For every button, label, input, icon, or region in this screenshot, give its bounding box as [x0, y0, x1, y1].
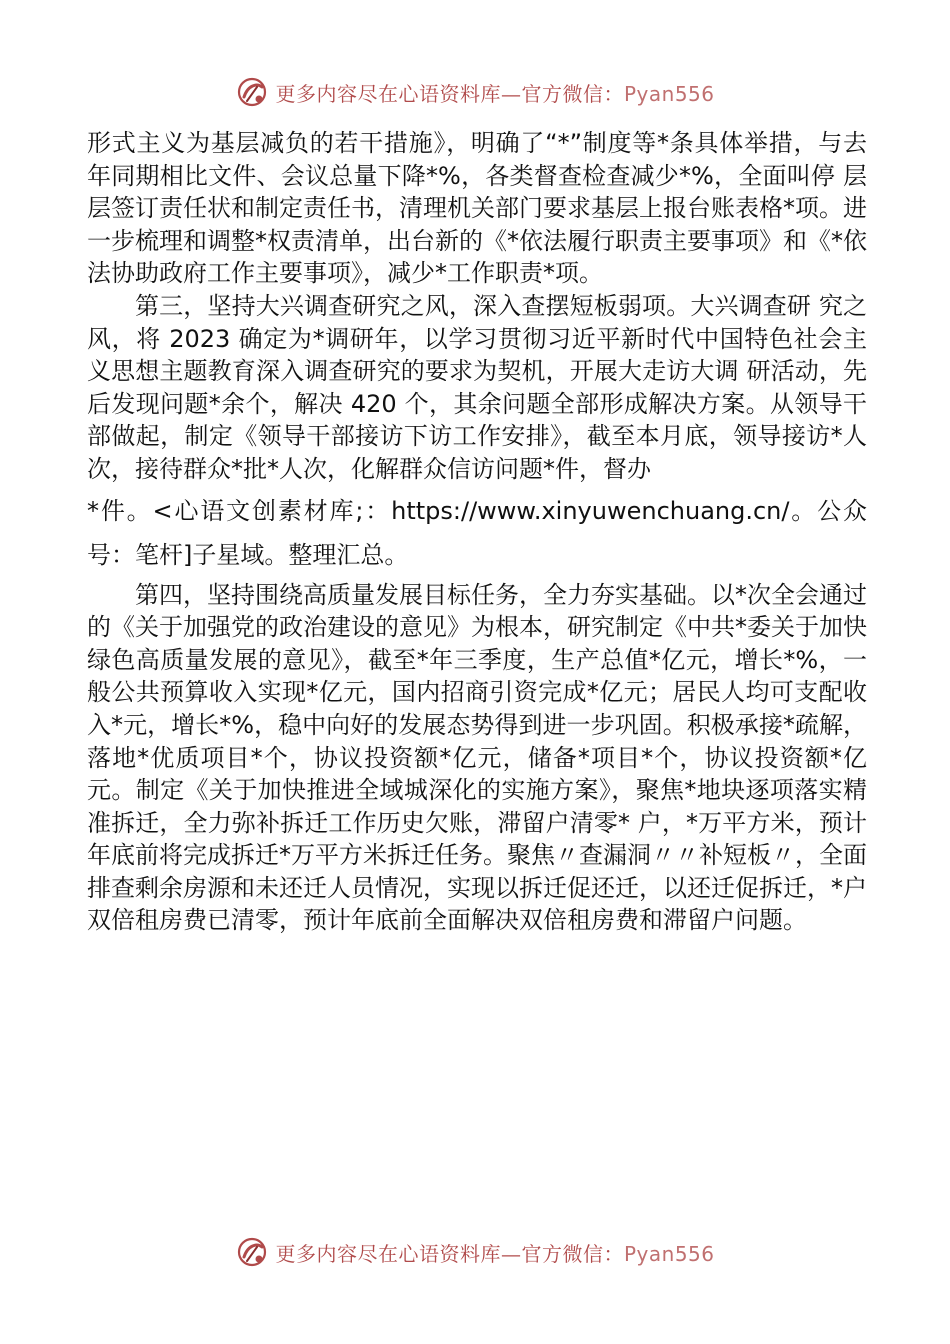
- wechat-id: Pyan556: [623, 81, 715, 106]
- paragraph-1: 形式主义为基层减负的若干措施》，明确了“*”制度等*条具体举措，与去年同期相比文件、会议总量下降*%，各类督查检查减少*%，全面叫停 层层签订责任状和制定责任书，清理机关部门要求基层上报台账表格*项。进一步梳理和调整*权责清单，出台新的《*依法履行职责主要事项》和《*依法协助政府工作主要事项》，减少*工作职责*项。: [87, 129, 867, 288]
- wechat-id: Pyan556: [623, 1241, 715, 1266]
- paragraph-source-note: *件。<心语文创素材库;：https://www.xinyuwenchuang.cn/。公众号：笔杆]子星域。整理汇总。: [87, 496, 867, 569]
- footer-watermark-banner: [0, 1232, 950, 1272]
- calligraphy-logo-icon: [235, 75, 269, 109]
- banner-text: 更多内容尽在心语资料库—官方微信：Pyan556: [275, 81, 715, 106]
- document-body: [87, 127, 867, 937]
- paragraph-2: 第三，坚持大兴调查研究之风，深入查摆短板弱项。大兴调查研 究之风，将 2023 确定为*调研年，以学习贯彻习近平新时代中国特色社会主义思想主题教育深入调查研究的要求为契机，开展大走访大调 研活动，先后发现问题*余个，解决 420 个，其余问题全部形成解决方案。从领导干部做起，制定《领导干部接访下访工作安排》，截至本月底，领导接访*人次，接待群众*批*人次，化解群众信访问题*件，督办: [87, 291, 867, 483]
- banner-text: 更多内容尽在心语资料库—官方微信：Pyan556: [275, 1241, 715, 1266]
- calligraphy-logo-icon: [235, 1235, 269, 1269]
- paragraph-3: 第四，坚持围绕高质量发展目标任务，全力夯实基础。以*次全会通过的《关于加强党的政治建设的意见》为根本，研究制定《中共*委关于加快绿色高质量发展的意见》，截至*年三季度，生产总值*亿元，增长*%，一般公共预算收入实现*亿元，国内招商引资完成*亿元；居民人均可支配收入*元，增长*%，稳中向好的发展态势得到进一步巩固。积极承接*疏解，落地*优质项目*个，协议投资额*亿元，储备*项目*个，协议投资额*亿元。制定《关于加快推进全域城深化的实施方案》，聚焦*地块逐项落实精准拆迁，全力弥补拆迁工作历史欠账，滞留户清零* 户，*万平方米，预计年底前将完成拆迁*万平方米拆迁任务。聚焦〃查漏洞〃〃补短板〃，全面排查剩余房源和未还迁人员情况，实现以拆迁促还迁，以还迁促拆迁，*户双倍租房费已清零，预计年底前全面解决双倍租房费和滞留户问题。: [87, 580, 867, 935]
- header-watermark-banner: [0, 72, 950, 112]
